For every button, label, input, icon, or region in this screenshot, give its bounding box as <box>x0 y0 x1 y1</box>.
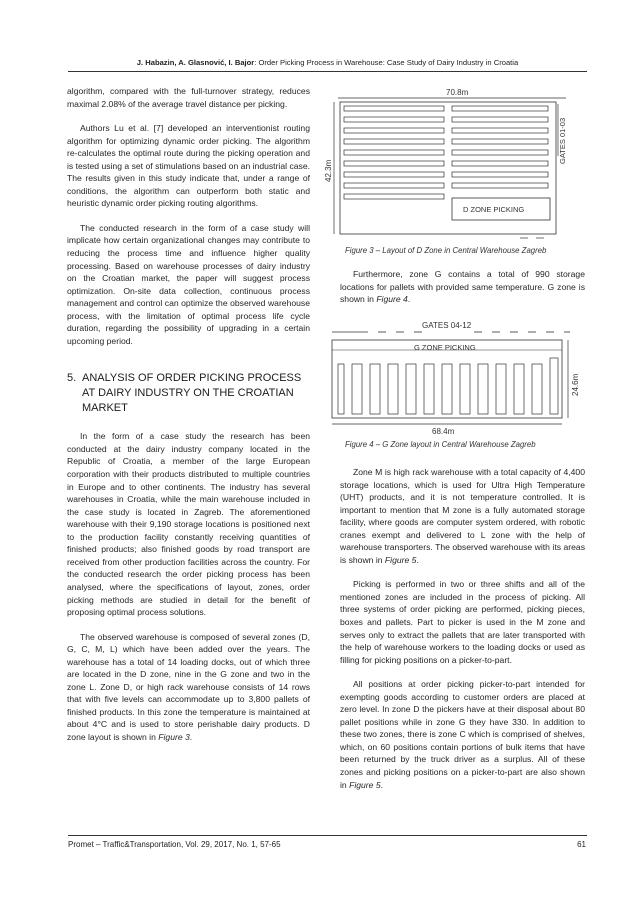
rack-column <box>460 364 470 414</box>
header-title: : Order Picking Process in Warehouse: Case Study of Dairy Industry in Croatia <box>254 58 519 67</box>
rack-row <box>344 128 444 133</box>
rack-row <box>452 183 548 188</box>
figure-3-caption: Figure 3 – Layout of D Zone in Central Warehouse Zagreb <box>345 246 547 255</box>
rack-column <box>388 364 398 414</box>
rack-row <box>344 183 444 188</box>
paragraph-end: . <box>416 554 419 565</box>
rack-column <box>338 364 344 414</box>
paragraph-text: Zone M is high rack warehouse with a total capacity of 4,400 storage locations, which is used for Ultra High Temperature (UHT) products, and it is not temperature controlled. It is important to mention that M zone is a fully automated storage facility, where goods are computer system ordered, with robotic cranes exempt and delivered to L zone with the help of warehouse transporters. The observed warehouse with its areas is shown in <box>340 467 585 565</box>
section-title-line: MARKET <box>82 402 128 415</box>
paragraph-end: . <box>407 294 411 305</box>
rack-column <box>370 364 380 414</box>
paragraph-end: . <box>380 779 383 790</box>
paragraph <box>67 631 310 744</box>
figure-4-diagram <box>328 318 580 438</box>
rack-row <box>344 150 444 155</box>
footer-journal: Promet – Traffic&Transportation, Vol. 29, 2017, No. 1, 57-65 <box>68 840 281 849</box>
fig3-width-label: 70.8m <box>446 88 469 97</box>
rack-column <box>442 364 452 414</box>
rack-row <box>452 139 548 144</box>
g-zone-racks <box>338 358 558 414</box>
rack-row <box>452 172 548 177</box>
left-column <box>67 85 310 744</box>
rack-row <box>344 161 444 166</box>
fig4-height-label: 24.6m <box>571 373 580 396</box>
right-column-bottom <box>340 466 585 791</box>
rack-row <box>452 106 548 111</box>
header-rule <box>68 71 587 72</box>
figure-reference: Figure 4 <box>376 294 408 305</box>
rack-row <box>452 128 548 133</box>
figure-4-caption: Figure 4 – G Zone layout in Central Warehouse Zagreb <box>345 440 536 449</box>
rack-column <box>424 364 434 414</box>
figure-reference: Figure 5 <box>349 779 381 790</box>
rack-row <box>452 117 548 122</box>
paragraph-text: The observed warehouse is composed of several zones (D, G, C, M, L) which have been added over the years. The warehouse has a total of 14 loading docks, out of which three are located in the D zone, nine in the G zone and two in the zone L. Zone D, or high rack warehouse consists of 14 rows that with five levels can accommodate up to 3,800 pallets of finished products. In this zone the temperature is maintained at about 4°C and is used to store perishable dairy products. D zone layout is shown in <box>67 631 310 742</box>
fig4-zone-label: G ZONE PICKING <box>414 343 476 352</box>
rack-row <box>344 139 444 144</box>
section-heading <box>67 371 310 416</box>
fig3-zone-label: D ZONE PICKING <box>463 205 525 214</box>
rack-column <box>550 358 558 414</box>
rack-row <box>344 194 444 199</box>
figure-reference: Figure 5 <box>384 554 417 565</box>
rack-column <box>406 364 416 414</box>
paragraph <box>340 678 585 791</box>
rack-row <box>452 150 548 155</box>
d-zone-racks <box>344 106 548 199</box>
paragraph: Authors Lu et al. [7] developed an interventionist routing algorithm for optimizing dynamic order picking. The algorithm re-calculates the optimal route during the picking operation and is tested using a set of stimulations based on an industrial case. The results given in this study indicate that, under a range of conditions, the algorithm can outperform both static and heuristic dynamic order picking routing algorithms. <box>67 123 310 209</box>
right-column-top <box>340 268 585 306</box>
running-header <box>68 58 587 67</box>
rack-column <box>514 364 524 414</box>
figure-reference: Figure 3 <box>158 731 190 742</box>
rack-row <box>344 117 444 122</box>
paragraph-text: Furthermore, zone G contains a total of 990 storage locations for pallets with provided same temperature. G zone is shown in <box>340 269 585 305</box>
paragraph <box>340 268 585 306</box>
fig4-gates-label: GATES 04-12 <box>422 321 472 330</box>
fig3-height-label: 42.3m <box>324 159 333 182</box>
paragraph <box>340 466 585 566</box>
figure-3-diagram <box>322 86 574 244</box>
rack-row <box>344 106 444 111</box>
rack-column <box>478 364 488 414</box>
paragraph: Picking is performed in two or three shifts and all of the mentioned zones are included in the process of picking. All three systems of order picking are performed, picking pieces, boxes and pallets. Part to picker is used in the M zone and serves only to extract the pallets that are later transported with the help of warehouse workers to the loading docks or used as filling for picking positions on a picker-to-part. <box>340 579 585 665</box>
header-authors: J. Habazin, A. Glasnović, I. Bajor <box>136 58 255 67</box>
rack-column <box>496 364 506 414</box>
rack-column <box>352 364 362 414</box>
rack-row <box>452 161 548 166</box>
paragraph: algorithm, compared with the full-turnover strategy, reduces maximal 2.08% of the average travel distance per picking. <box>67 86 310 109</box>
section-title-line: ANALYSIS OF ORDER PICKING PROCESS <box>82 372 302 385</box>
rack-row <box>344 172 444 177</box>
footer-rule <box>68 835 587 836</box>
paragraph: In the form of a case study the research has been conducted at the dairy industry company located in the Republic of Croatia, a member of the large European corporation with their products distributed to multiple countries in Europe and to other continents. The industry has several warehouses in Croatia, while the main warehouse included in the case study is located in Zagreb. The aforementioned warehouse with their 9,190 storage locations is positioned next to the production facility constantly receiving quantities of finished products; also finished goods by road transport are received from other production facilities across the country. For the conducted research the order picking process has been analysed, where the specifications of layout, zones, order picking methods are studied in detail for the benefit of proposing optimal process solutions. <box>67 431 310 618</box>
section-number: 5. <box>67 372 77 385</box>
section-title-line: AT DAIRY INDUSTRY ON THE CROATIAN <box>82 387 294 400</box>
fig3-gates-label: GATES 01-03 <box>558 117 567 164</box>
rack-column <box>532 364 542 414</box>
paragraph: The conducted research in the form of a case study will implicate how certain organizational changes may contribute to reducing the process time and influence higher quality processing. Based on warehouse processes of dairy industry on the Croatian market, the paper will suggest process optimization. On-site data collection, continuous process management and control can optimize the observed warehouse process, with the limitation of optimal process life cycle duration, regarding the possibility of upgrading in a certain upcoming period. <box>67 222 310 346</box>
paragraph-text: All positions at order picking picker-to-part intended for exempting goods according to customer orders are placed at zero level. In zone D the pickers have at their disposal about 80 pallet positions while in zone G they have 330. In addition to these two zones, there is zone C which is comprised of shelves, which, on 60 positions contain portions of bulk items that have been returned by the truck driver as a surplus. All of these zones and picking positions on a picker-to-part are also shown in <box>340 679 585 790</box>
paragraph-end: . <box>189 731 193 742</box>
page-number: 61 <box>577 840 586 849</box>
fig4-width-label: 68.4m <box>432 427 455 436</box>
